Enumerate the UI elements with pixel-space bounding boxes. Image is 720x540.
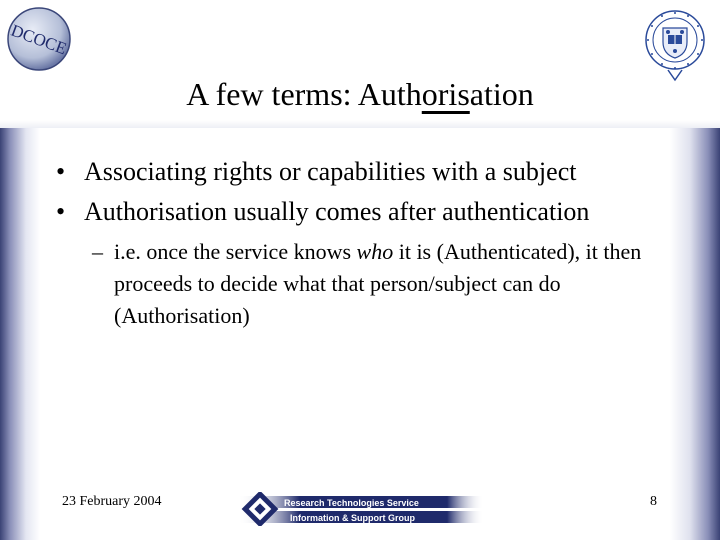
logo-line-2: Information & Support Group [290,513,415,523]
bullet-marker: • [56,197,66,226]
sub-bullet-text-before: i.e. once the service knows [114,239,357,264]
page-number: 8 [650,494,657,509]
dcoce-logo [6,6,72,72]
footer-date: 23 February 2004 [62,494,162,509]
dcoce-logo-text: DCOCE [8,20,70,59]
sub-bullet-emphasis: who [356,239,394,264]
sub-bullet-marker: – [92,239,103,264]
title-text-underlined: oris [421,76,470,112]
title-text-after: ation [469,76,534,112]
title-text-before: A few terms: Auth [186,76,422,112]
sub-bullet-text [92,236,672,332]
sub-bullet [92,236,672,332]
bullet-text: Associating rights or capabilities with a subject [84,157,577,186]
logo-line-1: Research Technologies Service [284,498,419,508]
bullet-list [56,152,696,232]
bullet-item [56,192,696,232]
bullet-marker: • [56,157,66,186]
sub-bullet-text-after: it is (Authenticated), it then proceeds to decide what that person/subject can do (Authorisation) [114,239,642,328]
bullet-text: Authorisation usually comes after authentication [84,197,590,226]
research-technologies-logo [238,492,484,526]
slide-title [0,72,720,116]
bullet-item [56,152,696,192]
